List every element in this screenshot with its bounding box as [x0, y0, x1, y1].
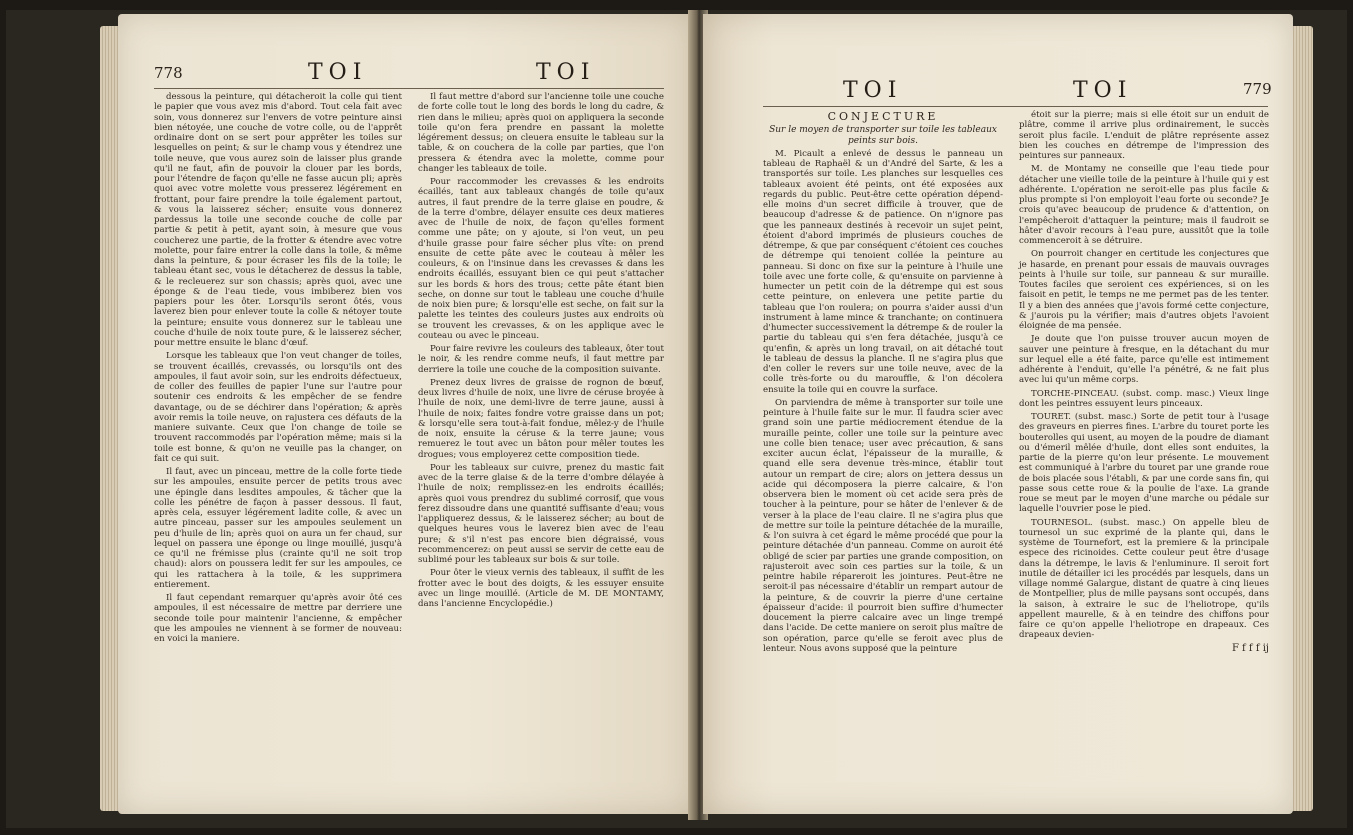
running-head: TOI [1073, 78, 1133, 103]
paragraph: étoit sur la pierre; mais si elle étoit sur un enduit de plâtre, comme il arrive plus ordinairement, le succès seroit plus facile. L'enduit de plâtre représente assez bien les couches en détrempe de l'impression des peintures sur panneaux. [1019, 110, 1269, 161]
paragraph: Il faut mettre d'abord sur l'ancienne toile une couche de forte colle tout le long des bords le long du cadre, & rien dans le milieu; après quoi on appliquera la seconde toile qu'on fera prendre en passant la molette légérement dessus; on cleuera ensuite le tableau sur la table, & on couchera de la colle par parties, que l'on pressera & étendra avec la molette, comme pour changer les tableaux de toile. [418, 92, 664, 174]
paragraph: Prenez deux livres de graisse de rognon de bœuf, deux livres d'huile de noix, une livre de céruse broyée à l'huile de noix, une demi-livre de terre jaune, aussi à l'huile de noix; faites fondre votre graisse dans un pot; & lorsqu'elle sera tout-à-fait fondue, mêlez-y de l'huile de noix, ensuite la céruse & la terre jaune; vous remuerez le tout avec un bâton pour mêler toutes les drogues; vous employerez cette composition tiede. [418, 377, 664, 460]
right-column-2 [1019, 110, 1269, 654]
paragraph: Lorsque les tableaux que l'on veut changer de toiles, se trouvent écaillés, crevassés, ou lorsqu'ils ont des ampoules, il faut avoir soin, sur les endroits défectueux, de coller des feuilles de papier l'une sur l'autre pour soutenir ces endroits & les empêcher de se fendre davantage, ou de se déchirer dans l'opération; & après avoir remis la toile neuve, on rajustera ces défauts de la maniere suivante. Ceux que l'on change de toile se trouvent raccommodés par l'opération même; mais si la toile est bonne, & qu'on ne veuille pas la changer, on fait ce qui suit. [154, 351, 402, 464]
section-title: CONJECTURE [827, 110, 939, 123]
header-rule [154, 88, 664, 89]
entry-torche-pinceau: TORCHE-PINCEAU. (subst. comp. masc.) Vieux linge dont les peintres essuyent leurs pinceaux. [1019, 388, 1269, 409]
paragraph: Pour ôter le vieux vernis des tableaux, il suffit de les frotter avec le bout des doigts, & les essuyer ensuite avec un linge mouillé. (Article de M. DE MONTAMY, dans l'ancienne Encyclopédie.) [418, 568, 664, 609]
paragraph: Il faut, avec un pinceau, mettre de la colle forte tiede sur les ampoules, ensuite percer de petits trous avec une épingle dans lesdites ampoules, & tâcher que la colle les pénétre de façon à passer dessous. Il faut, après cela, essuyer légérement ladite colle, & avec un autre pinceau, passer sur les ampoules seulement un peu d'huile de lin; après quoi on aura un fer chaud, sur lequel on passera une éponge ou linge mouillé, jusqu'à ce qu'il ne frémisse plus (crainte qu'il ne soit trop chaud): alors on poussera ledit fer sur les ampoules, ce qui les rattachera à la toile, & les supprimera entierement. [154, 467, 402, 590]
running-head: TOI [536, 60, 596, 85]
running-head: TOI [308, 60, 368, 85]
left-column-2 [418, 92, 664, 612]
header-rule [763, 106, 1268, 107]
paragraph: On parviendra de même à transporter sur toile une peinture à l'huile faite sur le mur. Il faudra scier avec grand soin une partie médiocrement étendue de la muraille peinte, coller une toile sur la peinture avec une colle bien tenace; user avec précaution, & sans exciter aucun éclat, l'épaisseur de la muraille, & quand elle sera devenue très-mince, établir tout autour un rempart de cire; alors on jettera dessus un acide qui décomposera la pierre calcaire, & l'on observera bien le moment où cet acide sera près de toucher à la peinture, pour se hâter de l'enlever & de verser à la place de l'eau claire. Il ne s'agira plus que de mettre sur toile la peinture détachée de la muraille, & l'on suivra à cet égard le même procédé que pour la peinture détachée d'un panneau. Comme on auroit été obligé de scier par parties une grande composition, on rajusteroit avec soin ces parties sur la toile, & un peintre habile répareroit les jointures. Peut-être ne seroit-il pas nécessaire d'établir un rempart autour de la peinture, & de couvrir la pierre d'une certaine épaisseur d'acide: il pourroit bien suffire d'humecter doucement la pierre calcaire avec un linge trempé dans l'acide. De cette maniere on seroit plus maître de son opération, parce qu'elle se feroit avec plus de lenteur. Nous avons supposé que la peinture [763, 397, 1003, 654]
paragraph: M. Picault a enlevé de dessus le panneau un tableau de Raphaël & un d'André del Sarte, & les a transportés sur toile. Les planches sur lesquelles ces tableaux avoient été peints, ont été exposées aux regards du public. Peut-être cette opération dépend-elle moins d'un secret difficile à trouver, que de beaucoup d'adresse & de patience. On n'ignore pas que les panneaux destinés à recevoir un sujet peint, étoient d'abord imprimés de plusieurs couches de détrempe, & que par conséquent c'étoient ces couches de détrempe qui tenoient collée la peinture au panneau. Si donc on fixe sur la peinture à l'huile une toile avec une forte colle, & qu'ensuite on parvienne à humecter un petit coin de la détrempe qui est sous cette peinture, on enlevera une petite partie du tableau que l'on roulera; on pourra s'aider aussi d'un instrument à lame mince & tranchante; on continuera d'humecter successivement la détrempe & de rouler la partie du tableau qui s'en fera détachée, jusqu'à ce qu'enfin, & après un long travail, on ait détaché tout le tableau de dessus la planche. Il ne s'agira plus que d'en coller le revers sur une toile neuve, avec de la colle très-forte ou du marouffle, & l'on décolera ensuite la toile qui en couvre la surface. [763, 148, 1003, 395]
right-page [703, 14, 1293, 814]
right-column-1 [763, 112, 1003, 657]
paragraph: Il faut cependant remarquer qu'après avoir ôté ces ampoules, il est nécessaire de mettre par derriere une seconde toile pour maintenir l'ancienne, & empêcher que les ampoules ne viennent à se former de nouveau: en voici la maniere. [154, 593, 402, 644]
paragraph: M. de Montamy ne conseille que l'eau tiede pour détacher une vieille toile de la peinture à l'huile qui y est adhérente. L'opération ne seroit-elle pas plus facile & plus prompte si l'on employoit l'eau forte ou seconde? Je crois qu'avec beaucoup de prudence & d'attention, on l'empêcheroit d'attaquer la peinture; mais il faudroit se hâter d'avoir recours à l'eau pure, aussitôt que la toile commenceroit à se détruire. [1019, 164, 1269, 246]
paragraph: Pour les tableaux sur cuivre, prenez du mastic fait avec de la terre glaise & de la terre d'ombre délayée à l'huile de noix; remplissez-en les endroits écaillés; après quoi vous prendrez du sublimé corrosif, que vous ferez dissoudre dans une quantité suffisante d'eau; vous l'appliquerez dessus, & le laisserez sécher; au bout de quelques heures vous le laverez bien avec de l'eau pure; & s'il n'est pas encore bien dégraissé, vous recommencerez: on peut aussi se servir de cette eau de sublimé pour les tableaux sur bois & sur toile. [418, 462, 664, 565]
paragraph: dessous la peinture, qui détacheroit la colle qui tient le papier que vous avez mis d'abord. Tout cela fait avec soin, vous donnerez sur l'envers de votre peinture ainsi bien nétoyée, une couche de votre colle, ou de l'apprêt ordinaire dont on se sert pour apprêter les toiles sur lesquelles on peint; & sur le champ vous y étendrez une toile neuve, que vous aurez soin de laisser plus grande qu'il ne faut, afin de pouvoir la clouer par les bords, pour l'étendre de façon qu'elle ne fasse aucun pli; après quoi avec votre molette vous presserez légérement en frottant, pour faire prendre la toile également partout, & vous la laisserez sécher; ensuite vous donnerez pardessus la toile une seconde couche de colle par partie & petit à petit, ayant soin, à mesure que vous coucherez une partie, de la frotter & étendre avec votre molette, pour faire entrer la colle dans la toile, & même dans la peinture, & pour écraser les fils de la toile; le tableau étant sec, vous le détacherez de dessus la table, & le recleuerez sur son chassis; après quoi, avec une éponge & de l'eau tiede, vous imbiberez bien vos papiers pour les ôter. Lorsqu'ils seront ôtés, vous laverez bien pour enlever toute la colle & nétoyer toute la peinture; ensuite vous donnerez sur le tableau une couche d'huile de noix toute pure, & le laisserez sécher, pour mettre ensuite le blanc d'œuf. [154, 92, 402, 348]
paragraph: Pour raccommoder les crevasses & les endroits écaillés, tant aux tableaux changés de toile qu'aux autres, il faut prendre de la terre glaise en poudre, & de la terre d'ombre, délayer ensuite ces deux matieres avec de l'huile de noix, de façon qu'elles forment comme une pâte; on y ajoute, si l'on veut, un peu d'huile grasse pour faire sécher plus vîte: on prend ensuite de cette pâte avec le couteau à mêler les couleurs, & on l'insinue dans les crevasses & dans les endroits écaillés, essuyant bien ce qui peut s'attacher sur les bords & hors des trous; cette pâte étant bien seche, on donne sur tout le tableau une couche d'huile de noix bien pure; & lorsqu'elle est seche, on fait sur la palette les teintes des couleurs justes aux endroits où se trouvent les crevasses, & on les applique avec le couteau ou avec le pinceau. [418, 177, 664, 341]
section-subtitle: Sur le moyen de transporter sur toile les tableaux peints sur bois. [769, 125, 997, 146]
page-number: 779 [1243, 80, 1272, 98]
paragraph: Pour faire revivre les couleurs des tableaux, ôter tout le noir, & les rendre comme neufs, il faut mettre par derriere la toile une couche de la composition suivante. [418, 344, 664, 375]
left-page [118, 14, 693, 814]
paragraph: On pourroit changer en certitude les conjectures que je hasarde, en prenant pour essais de mauvais ouvrages peints à l'huile sur toile, sur panneau & sur muraille. Toutes faciles que seroient ces expériences, si on les faisoit en petit, le temps ne me permet pas de les tenter. Il y a bien des années que j'avois formé cette conjecture, & j'aurois pu la vérifier; mais d'autres objets l'avoient éloignée de ma pensée. [1019, 249, 1269, 331]
paragraph: Je doute que l'on puisse trouver aucun moyen de sauver une peinture à fresque, en la détachant du mur sur lequel elle a été faite, parce qu'elle est intimement adhérente à l'enduit, qu'elle l'a pénétré, & ne fait plus avec lui qu'un même corps. [1019, 334, 1269, 386]
signature-mark: F f f f ij [1231, 642, 1269, 654]
left-column-1 [154, 92, 402, 647]
entry-tournesol: TOURNESOL. (subst. masc.) On appelle bleu de tournesol un suc exprimé de la plante qui, dans le système de Tournefort, est la premiere & la principale espece des ricinoides. Cette couleur peut être d'usage dans la détrempe, le lavis & l'enluminure. Il seroit fort inutile de détailler ici les procédés par lesquels, dans un village nommé Galargue, distant de quatre à cinq lieues de Montpellier, plus de mille paysans sont occupés, dans la saison, à extraire le suc de l'heliotrope, qu'ils appellent maurelle, & à en teindre des chiffons pour faire ce qu'on appelle l'heliotrope en drapeaux. Ces drapeaux devien- [1019, 517, 1269, 641]
entry-touret: TOURET. (subst. masc.) Sorte de petit tour à l'usage des graveurs en pierres fines. L'arbre du touret porte les bouterolles qui usent, au moyen de la poudre de diamant ou d'émeril mêlée d'huile, dont elles sont enduites, la partie de la pierre qu'on leur présente. Le mouvement est communiqué à l'arbre du touret par une grande roue de bois placée sous l'établi, & par une corde sans fin, qui passe sous cette roue & la poulie de l'axe. La grande roue se meut par le moyen d'une marche ou pédale sur laquelle l'ouvrier pose le pied. [1019, 412, 1269, 515]
page-number: 778 [154, 64, 183, 82]
running-head: TOI [843, 78, 903, 103]
